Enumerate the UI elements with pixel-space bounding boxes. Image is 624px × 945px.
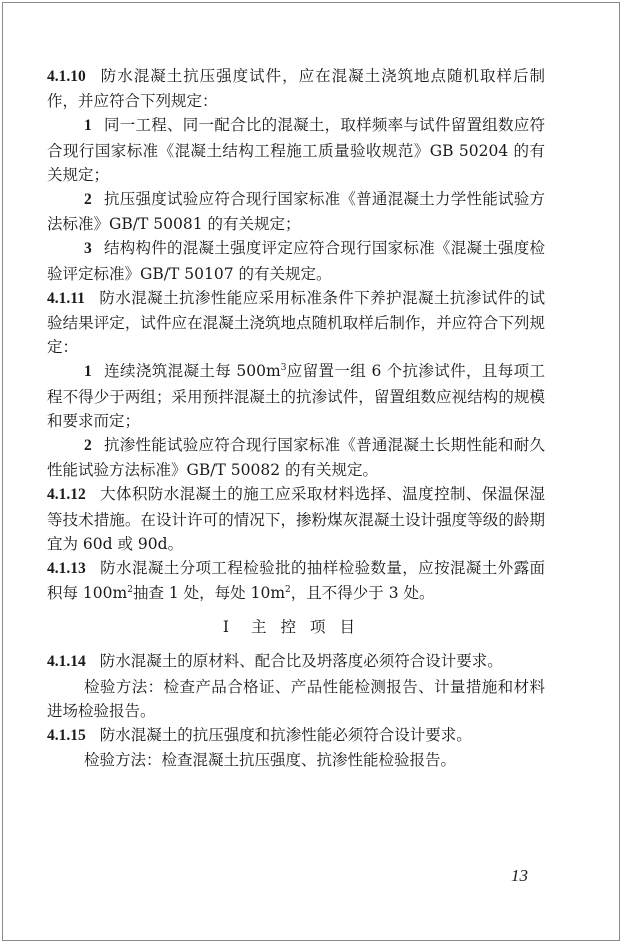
- clause-text: 防水混凝土的抗压强度和抗渗性能必须符合设计要求。: [99, 726, 472, 745]
- clause-4-1-14: [47, 649, 545, 674]
- item-number: 1: [84, 117, 92, 135]
- clause-text: 防水混凝土抗压强度试件，应在混凝土浇筑地点随机取样后制作，并应符合下列规定：: [47, 67, 545, 111]
- clause-item: [47, 359, 545, 433]
- item-text: 同一工程、同一配合比的混凝土，取样频率与试件留置组数应符合现行国家标准《混凝土结构工程施工质量验收规范》GB 50204 的有关规定；: [47, 116, 545, 184]
- inspection-method: 检验方法：检查混凝土抗压强度、抗渗性能检验报告。: [84, 751, 457, 770]
- clause-number: 4.1.13: [47, 560, 86, 578]
- section-title: 主控项目: [251, 618, 370, 637]
- item-text-after: 应留置一组 6 个抗渗试件，且每项工程不得少于两组；采用预拌混凝土的抗渗试件，留置组数应视结构的规模和要求而定；: [47, 362, 545, 430]
- clause-number: 4.1.10: [47, 68, 86, 85]
- superscript: 3: [280, 363, 287, 374]
- section-roman-numeral: Ⅰ: [222, 618, 230, 637]
- item-number: 2: [84, 191, 92, 209]
- clause-4-1-12: [47, 482, 545, 556]
- item-text: 抗压强度试验应符合现行国家标准《普通混凝土力学性能试验方法标准》GB/T 50081 的有关规定；: [47, 190, 545, 234]
- item-number: 3: [84, 240, 92, 258]
- item-text-before: 连续浇筑混凝土每 500m: [103, 362, 281, 381]
- clause-item: [47, 113, 545, 187]
- clause-4-1-15: [47, 723, 545, 748]
- clause-4-1-13: [47, 556, 545, 605]
- clause-number: 4.1.14: [47, 653, 86, 671]
- inspection-method: 检验方法：检查产品合格证、产品性能检测报告、计量措施和材料进场检验报告。: [47, 677, 545, 720]
- clause-text-c: ，且不得少于 3 处。: [290, 584, 435, 603]
- item-text: 结构构件的混凝土强度评定应符合现行国家标准《混凝土强度检验评定标准》GB/T 50107 的有关规定。: [47, 239, 545, 283]
- clause-text: 大体积防水混凝土的施工应采取材料选择、温度控制、保温保湿等技术措施。在设计许可的情况下，掺粉煤灰混凝土设计强度等级的龄期宜为 60d 或 90d。: [47, 485, 545, 553]
- item-text: 抗渗性能试验应符合现行国家标准《普通混凝土长期性能和耐久性能试验方法标准》GB/T 50082 的有关规定。: [47, 436, 545, 480]
- item-number: 2: [84, 437, 92, 455]
- superscript: 2: [285, 585, 291, 596]
- clause-4-1-10: [47, 64, 545, 113]
- clause-text: 防水混凝土的原材料、配合比及坍落度必须符合设计要求。: [99, 652, 503, 671]
- clause-item: [47, 433, 545, 482]
- clause-item: [47, 187, 545, 236]
- clause-number: 4.1.12: [47, 486, 86, 504]
- clause-4-1-11: [47, 286, 545, 360]
- clause-text-b: 抽查 1 处，每处 10m: [132, 584, 286, 603]
- clause-text: 防水混凝土抗渗性能应采用标准条件下养护混凝土抗渗试件的试验结果评定，试件应在混凝土浇筑地点随机取样后制作，并应符合下列规定：: [47, 288, 545, 357]
- item-number: 1: [84, 363, 92, 381]
- page-number: 13: [511, 866, 528, 885]
- clause-number: 4.1.11: [47, 289, 85, 307]
- clause-item: [47, 236, 545, 285]
- section-heading: [47, 615, 545, 639]
- document-body: [47, 64, 545, 772]
- clause-text-a: 防水混凝土分项工程检验批的抽样检验数量，应按混凝土外露面积每 100m: [47, 559, 545, 603]
- superscript: 2: [127, 585, 133, 596]
- clause-number: 4.1.15: [47, 727, 86, 745]
